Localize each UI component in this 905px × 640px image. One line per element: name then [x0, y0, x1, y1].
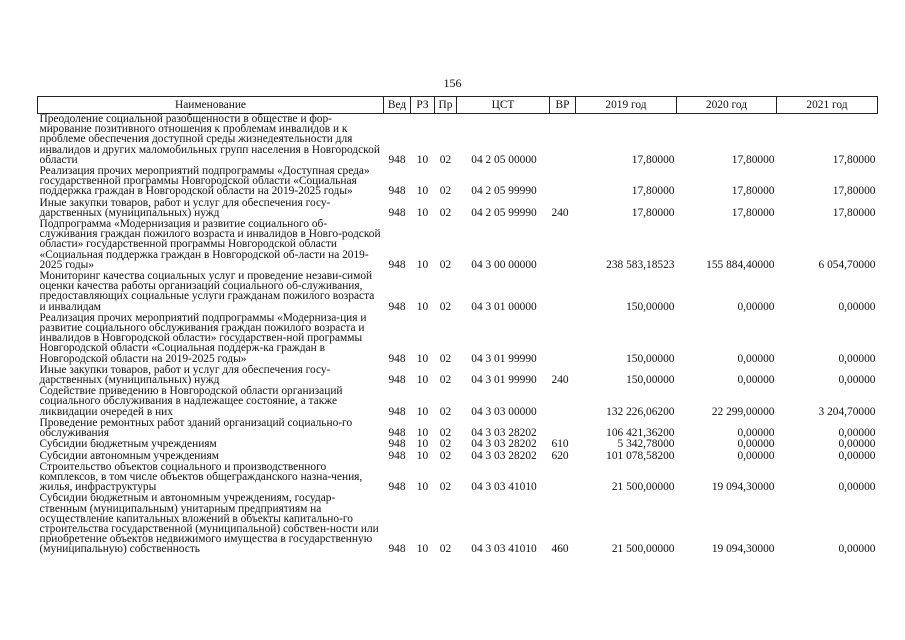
row-vr-cell [550, 271, 576, 313]
row-cst-cell: 04 3 00 00000 [471, 258, 537, 271]
row-vr-cell [550, 114, 576, 167]
row-ved-cell: 948 [388, 185, 406, 198]
table-row [38, 219, 878, 271]
row-2020-cell: 0,00000 [737, 438, 775, 451]
row-cst-cell: 04 3 03 28202 [471, 438, 537, 451]
row-cst-cell: 04 3 03 41010 [471, 543, 537, 556]
table-row [38, 451, 878, 462]
row-pr-cell: 02 [439, 258, 452, 271]
row-2020-cell: 19 094,30000 [711, 543, 775, 556]
page-number: 156 [443, 76, 462, 90]
row-2021-cell: 0,00000 [838, 374, 876, 387]
row-rz-cell: 10 [416, 206, 429, 219]
row-2021-cell: 0,00000 [838, 352, 876, 365]
row-2019-cell: 238 583,18523 [606, 258, 675, 271]
row-cst-cell: 04 2 05 99990 [471, 185, 537, 198]
row-2019-cell: 17,80000 [631, 206, 675, 219]
row-2021-cell: 0,00000 [838, 300, 876, 313]
row-2019-cell: 21 500,00000 [611, 481, 675, 494]
row-2021-cell: 0,00000 [838, 449, 876, 462]
row-2020-cell: 17,80000 [731, 185, 775, 198]
row-2021-cell: 0,00000 [838, 543, 876, 556]
row-rz-cell: 10 [416, 427, 429, 440]
row-ved-cell: 948 [388, 206, 406, 219]
row-vr-cell: 620 [551, 449, 569, 462]
row-ved-cell: 948 [388, 543, 406, 556]
row-name-cell: Субсидии бюджетным и автономным учреждениям, государ-ственным (муниципальным) унитарным предприятиям на осуществление капитальных вложений в объекты капитально-го строительства государственной (муниципальной) собствен-ности или приобретение объектов недвижимого имущества в государственную (муниципальную) собственность [39, 493, 379, 556]
row-2020-cell: 155 884,40000 [706, 258, 775, 271]
row-rz-cell: 10 [416, 185, 429, 198]
row-2019-cell: 101 078,58200 [606, 449, 675, 462]
header-row [38, 97, 878, 114]
row-2020-cell: 19 094,30000 [711, 481, 775, 494]
row-2020-cell: 17,80000 [731, 206, 775, 219]
row-name-cell: Иные закупки товаров, работ и услуг для обеспечения госу-дарственных (муниципальных) нужд [39, 197, 331, 219]
row-name-cell: Строительство объектов социального и производственного комплексов, в том числе объектов общегражданского назна-чения, жилья, инфраструктуры [39, 461, 363, 494]
table-body [38, 114, 878, 556]
row-vr-cell: 610 [551, 438, 569, 451]
row-ved-cell: 948 [388, 300, 406, 313]
table-row [38, 198, 878, 219]
row-2019-cell: 17,80000 [631, 153, 675, 166]
row-pr-cell: 02 [439, 405, 452, 418]
row-rz-cell: 10 [416, 300, 429, 313]
row-2021-cell: 17,80000 [832, 206, 876, 219]
table-row [38, 418, 878, 439]
row-name-cell: Реализация прочих мероприятий подпрограммы «Модерниза-ция и развитие социального обслуживания граждан пожилого возраста и инвалидов в Новгородской области» государствен-ной программы Новгородской области «Социальная поддерж-ка граждан в Новгородской области на 2019-2025 годы» [39, 312, 367, 365]
row-2019-cell: 5 342,78000 [617, 438, 675, 451]
col-header-vr: ВР [550, 97, 576, 114]
row-rz-cell: 10 [416, 449, 429, 462]
row-ved-cell: 948 [388, 258, 406, 271]
row-pr-cell: 02 [439, 374, 452, 387]
row-2021-cell: 3 204,70000 [818, 405, 876, 418]
col-header-2019: 2019 год [576, 97, 677, 114]
row-ved-cell: 948 [388, 449, 406, 462]
col-header-cst: ЦСТ [457, 97, 550, 114]
row-2020-cell: 17,80000 [731, 153, 775, 166]
row-name-cell: Субсидии автономным учреждениям [39, 450, 219, 462]
row-name-cell: Подпрограмма «Модернизация и развитие социального об-служивания граждан пожилого возраста и инвалидов в Новго-родской области» государственной программы Новгородской области «Социальная поддержка граждан в Новгородской об-ласти на 2019-2025 годы» [39, 219, 381, 271]
budget-table [37, 96, 878, 556]
row-ved-cell: 948 [388, 438, 406, 451]
row-pr-cell: 02 [439, 300, 452, 313]
row-vr-cell [550, 219, 576, 271]
row-name-cell: Реализация прочих мероприятий подпрограммы «Доступная среда» государственной программы Новгородской области «Социальная поддержка граждан в Новгородской области на 2019-2025 годы» [39, 166, 370, 198]
row-vr-cell: 240 [551, 374, 569, 387]
table-row [38, 493, 878, 555]
row-vr-cell [550, 313, 576, 365]
row-name-cell: Проведение ремонтных работ зданий организаций социально-го обслуживания [39, 417, 353, 440]
col-header-rz: РЗ [411, 97, 435, 114]
row-pr-cell: 02 [439, 185, 452, 198]
row-ved-cell: 948 [388, 374, 406, 387]
row-rz-cell: 10 [416, 543, 429, 556]
table-row [38, 462, 878, 494]
row-2019-cell: 106 421,36200 [606, 427, 675, 440]
row-2019-cell: 150,00000 [626, 374, 675, 387]
col-header-2021: 2021 год [777, 97, 878, 114]
row-vr-cell: 460 [551, 543, 569, 556]
table-row [38, 439, 878, 450]
row-cst-cell: 04 3 03 00000 [471, 405, 537, 418]
row-2021-cell: 17,80000 [832, 153, 876, 166]
row-2019-cell: 150,00000 [626, 300, 675, 313]
row-ved-cell: 948 [388, 405, 406, 418]
row-2019-cell: 21 500,00000 [611, 543, 675, 556]
row-pr-cell: 02 [439, 449, 452, 462]
table-row [38, 271, 878, 313]
row-vr-cell [550, 166, 576, 198]
table-row [38, 386, 878, 418]
row-vr-cell: 240 [551, 206, 569, 219]
row-name-cell: Субсидии бюджетным учреждениям [39, 439, 217, 451]
row-name-cell: Содействие приведению в Новгородской области организаций социального обслуживания в надлежащее состояние, а также ликвидации очередей в них [39, 386, 343, 418]
row-2020-cell: 0,00000 [737, 352, 775, 365]
row-cst-cell: 04 3 03 28202 [471, 427, 537, 440]
col-header-name: Наименование [38, 97, 384, 114]
row-cst-cell: 04 3 03 28202 [471, 449, 537, 462]
row-2020-cell: 0,00000 [737, 300, 775, 313]
table-row [38, 114, 878, 167]
table-row [38, 313, 878, 365]
row-rz-cell: 10 [416, 153, 429, 166]
row-rz-cell: 10 [416, 481, 429, 494]
row-rz-cell: 10 [416, 258, 429, 271]
row-ved-cell: 948 [388, 481, 406, 494]
row-2020-cell: 0,00000 [737, 374, 775, 387]
row-ved-cell: 948 [388, 153, 406, 166]
row-2019-cell: 150,00000 [626, 352, 675, 365]
row-pr-cell: 02 [439, 206, 452, 219]
row-2021-cell: 0,00000 [838, 438, 876, 451]
row-rz-cell: 10 [416, 405, 429, 418]
row-rz-cell: 10 [416, 438, 429, 451]
row-cst-cell: 04 2 05 00000 [471, 153, 537, 166]
row-cst-cell: 04 3 01 99990 [471, 374, 537, 387]
row-vr-cell [550, 386, 576, 418]
row-cst-cell: 04 2 05 99990 [471, 206, 537, 219]
row-2020-cell: 0,00000 [737, 427, 775, 440]
row-name-cell: Мониторинг качества социальных услуг и проведение незави-симой оценки качества работы организаций социального об-служивания, предоставляющих социальные услуги гражданам пожилого возраста и инвалидам [39, 271, 375, 313]
row-cst-cell: 04 3 01 00000 [471, 300, 537, 313]
row-2021-cell: 0,00000 [838, 427, 876, 440]
row-name-cell: Иные закупки товаров, работ и услуг для обеспечения госу-дарственных (муниципальных) нужд [39, 364, 331, 387]
row-pr-cell: 02 [439, 438, 452, 451]
row-pr-cell: 02 [439, 352, 452, 365]
table-row [38, 365, 878, 386]
table-row [38, 166, 878, 198]
row-2021-cell: 0,00000 [838, 481, 876, 494]
col-header-ved: Вед [384, 97, 411, 114]
row-cst-cell: 04 3 03 41010 [471, 481, 537, 494]
row-2020-cell: 0,00000 [737, 449, 775, 462]
row-2019-cell: 132 226,06200 [606, 405, 675, 418]
row-pr-cell: 02 [439, 481, 452, 494]
row-2021-cell: 6 054,70000 [818, 258, 876, 271]
row-vr-cell [550, 462, 576, 494]
row-2021-cell: 17,80000 [832, 185, 876, 198]
row-rz-cell: 10 [416, 352, 429, 365]
row-2020-cell: 22 299,00000 [711, 405, 775, 418]
row-ved-cell: 948 [388, 352, 406, 365]
row-name-cell: Преодоление социальной разобщенности в обществе и фор-мирование позитивного отношения к проблемам инвалидов и к проблеме обеспечения доступной среды жизнедеятельности для инвалидов и других маломобильных групп населения в Новгородской области [39, 113, 380, 166]
row-vr-cell [550, 418, 576, 439]
row-2019-cell: 17,80000 [631, 185, 675, 198]
row-cst-cell: 04 3 01 99990 [471, 352, 537, 365]
row-pr-cell: 02 [439, 153, 452, 166]
col-header-pr: Пр [435, 97, 457, 114]
row-ved-cell: 948 [388, 427, 406, 440]
row-rz-cell: 10 [416, 374, 429, 387]
row-pr-cell: 02 [439, 543, 452, 556]
row-pr-cell: 02 [439, 427, 452, 440]
col-header-2020: 2020 год [677, 97, 777, 114]
